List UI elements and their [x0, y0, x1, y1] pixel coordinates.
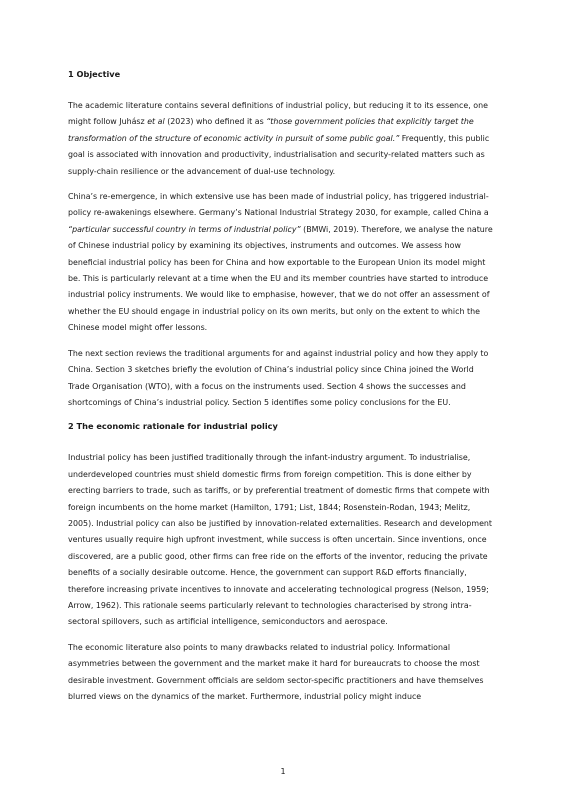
section-heading-economic-rationale: 2 The economic rationale for industrial policy: [68, 421, 278, 432]
paragraph-quote: “particular successful country in terms of industrial policy”: [68, 224, 301, 234]
paragraph-text: Frequently, this public goal is associated with innovation and productivity, industrialisation and security-related matters such as supply-chain resilience or the advancement of dual-use technology.: [68, 133, 490, 176]
paragraph: [68, 98, 496, 180]
paragraph-quote: “those government policies that explicitly target the transformation of the structure of economic activity in pursuit of some public goal.”: [68, 117, 474, 143]
paragraph-text: China’s re-emergence, in which extensive use has been made of industrial policy, has triggered industrial-policy re-awakenings elsewhere. Germany’s National Industrial Strategy 2030, for example, called China a: [68, 192, 489, 218]
paragraph-text: The academic literature contains several definitions of industrial policy, but reducing it to its essence, one might follow Juhász: [68, 101, 488, 127]
paragraph: Industrial policy has been justified traditionally through the infant-industry argument. To industrialise, underdeveloped countries must shield domestic firms from foreign competition. This is done either by erecting barriers to trade, such as tariffs, or by preferential treatment of domestic firms that compete with foreign incumbents on the home market (Hamilton, 1791; List, 1844; Rosenstein-Rodan, 1943; Melitz, 2005). Industrial policy can also be justified by innovation-related externalities. Research and development ventures usually require high upfront investment, while success is often uncertain. Since inventions, once discovered, are a public good, other firms can free ride on the efforts of the inventor, reducing the private benefits of a socially desirable outcome. Hence, the government can support R&D efforts financially, therefore increasing private incentives to innovate and accelerating technological progress (Nelson, 1959; Arrow, 1962). This rationale seems particularly relevant to technologies characterised by strong intra-sectoral spillovers, such as artificial intelligence, semiconductors and aerospace.: [68, 453, 493, 627]
paragraph: The next section reviews the traditional arguments for and against industrial policy and how they apply to China. Section 3 sketches briefly the evolution of China’s industrial policy since China joined the World Trade Organisation (WTO), with a focus on the instruments used. Section 4 shows the successes and shortcomings of China’s industrial policy. Section 5 identifies some policy conclusions for the EU.: [68, 348, 489, 407]
page-number: 1: [280, 767, 286, 776]
paragraph: The economic literature also points to many drawbacks related to industrial policy. Informational asymmetries between the government and the market make it hard for bureaucrats to choose the most desirable investment. Government officials are seldom sector-specific practitioners and have themselves blurred views on the dynamics of the market. Furthermore, industrial policy might induce: [68, 642, 484, 701]
paragraph-text: (BMWi, 2019). Therefore, we analyse the nature of Chinese industrial policy by examining its objectives, instruments and outcomes. We assess how beneficial industrial policy has been for China and how exportable to the European Union its model might be. This is particularly relevant at a time when the EU and its member countries have started to introduce industrial policy instruments. We would like to emphasise, however, that we do not offer an assessment of whether the EU should engage in industrial policy on its own merits, but only on the extent to which the Chinese model might offer lessons.: [68, 224, 493, 333]
paragraph-italic: et al: [147, 117, 165, 127]
section-heading-objective: 1 Objective: [68, 69, 121, 79]
paragraph-text: (2023) who defined it as: [164, 117, 267, 127]
paragraph: [68, 189, 496, 337]
